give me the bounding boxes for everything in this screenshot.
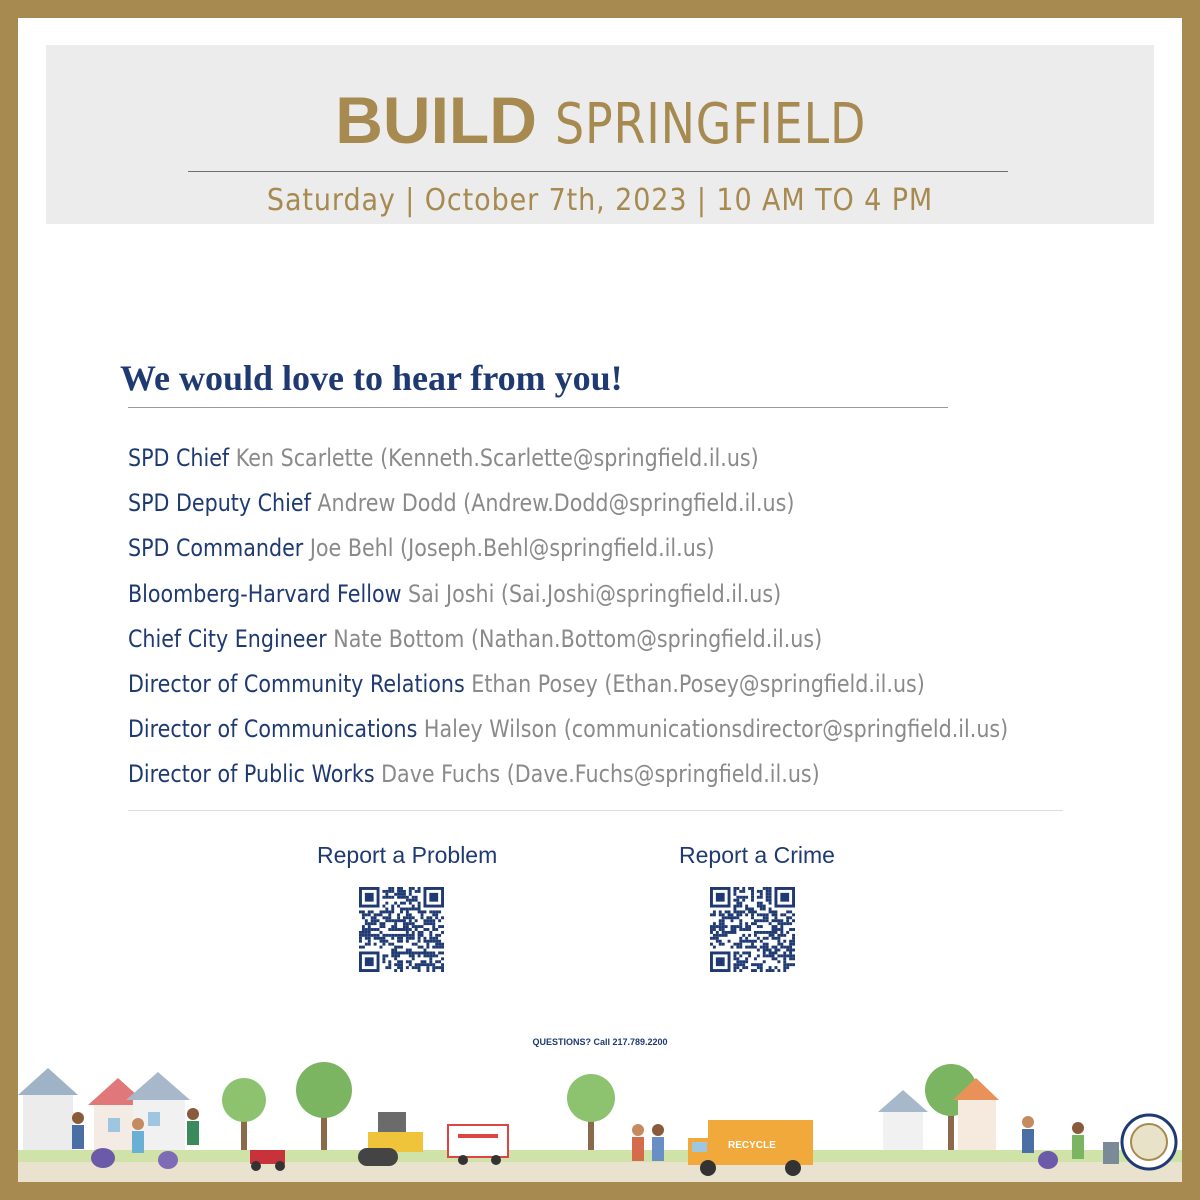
volunteer-icon — [1022, 1116, 1034, 1153]
contact-role: SPD Chief — [128, 444, 230, 472]
volunteer-icon — [187, 1108, 199, 1145]
contact-item — [128, 617, 1008, 662]
qr-finder-pattern — [425, 888, 443, 906]
section-divider — [128, 810, 1063, 811]
contact-role: Bloomberg-Harvard Fellow — [128, 579, 402, 608]
contact-person: Dave Fuchs (Dave.Fuchs@springfield.il.us) — [374, 760, 820, 789]
volunteer-icon — [72, 1112, 84, 1149]
house-icon — [878, 1090, 928, 1150]
street — [18, 1162, 1182, 1182]
contact-item — [128, 481, 1008, 526]
recycle-text: RECYCLE — [728, 1140, 776, 1151]
contact-role: Chief City Engineer — [128, 624, 327, 653]
title-build: BUILD — [335, 83, 537, 157]
heading-divider — [128, 407, 948, 408]
tree-icon — [296, 1062, 352, 1150]
trash-bag-icon — [91, 1148, 115, 1168]
contact-person: Ethan Posey (Ethan.Posey@springfield.il.us) — [464, 670, 925, 699]
volunteer-icon — [652, 1124, 664, 1161]
contact-person: Ken Scarlette (Kenneth.Scarlette@springfield.il.us) — [229, 444, 759, 472]
community-cleanup-illustration — [18, 1050, 1182, 1182]
contact-item — [128, 707, 1008, 752]
questions-phone-line: QUESTIONS? Call 217.789.2200 — [532, 1037, 668, 1047]
tree-icon — [222, 1078, 266, 1150]
qr-finder-pattern — [360, 888, 378, 906]
title-springfield: SPRINGFIELD — [555, 92, 867, 157]
contact-item — [128, 752, 1008, 797]
contact-item — [128, 526, 1008, 571]
city-seal-icon — [1122, 1115, 1176, 1169]
contact-heading: We would love to hear from you! — [120, 358, 623, 398]
contact-person: Haley Wilson (communicationsdirector@springfield.il.us) — [417, 715, 1009, 744]
contact-role: Director of Communications — [128, 715, 418, 744]
qr-finder-pattern — [711, 953, 729, 971]
contact-item — [128, 572, 1008, 617]
contact-list — [128, 436, 1152, 798]
contact-role: SPD Deputy Chief — [128, 489, 311, 518]
volunteer-icon — [1072, 1122, 1084, 1159]
qr-finder-pattern — [776, 888, 794, 906]
title-divider — [188, 171, 1008, 172]
contact-person: Sai Joshi (Sai.Joshi@springfield.il.us) — [401, 579, 782, 608]
qr-finder-pattern — [360, 953, 378, 971]
event-title — [46, 85, 1154, 160]
trash-bag-icon — [1038, 1151, 1058, 1169]
contact-person: Nate Bottom (Nathan.Bottom@springfield.il.us) — [326, 624, 823, 653]
trash-bag-icon — [158, 1151, 178, 1169]
contact-item — [128, 662, 1008, 707]
report-problem-qr-code[interactable] — [359, 887, 444, 972]
report-problem-label[interactable]: Report a Problem — [317, 842, 498, 868]
report-crime-qr-code[interactable] — [710, 887, 795, 972]
house-icon — [18, 1068, 78, 1150]
contact-role: SPD Commander — [128, 534, 304, 563]
contact-role: Director of Public Works — [128, 760, 375, 789]
header-banner — [46, 45, 1154, 224]
volunteer-icon — [132, 1118, 144, 1153]
report-crime-label[interactable]: Report a Crime — [679, 842, 835, 868]
trash-can-icon — [1103, 1142, 1119, 1164]
tree-icon — [567, 1074, 615, 1150]
contact-role: Director of Community Relations — [128, 670, 465, 699]
volunteer-icon — [632, 1124, 644, 1161]
contact-person: Andrew Dodd (Andrew.Dodd@springfield.il.us) — [310, 489, 795, 518]
qr-finder-pattern — [711, 888, 729, 906]
contact-person: Joe Behl (Joseph.Behl@springfield.il.us) — [303, 534, 715, 563]
contact-item — [128, 436, 1008, 481]
event-date: Saturday | October 7th, 2023 | 10 AM TO 4 PM — [266, 183, 934, 218]
